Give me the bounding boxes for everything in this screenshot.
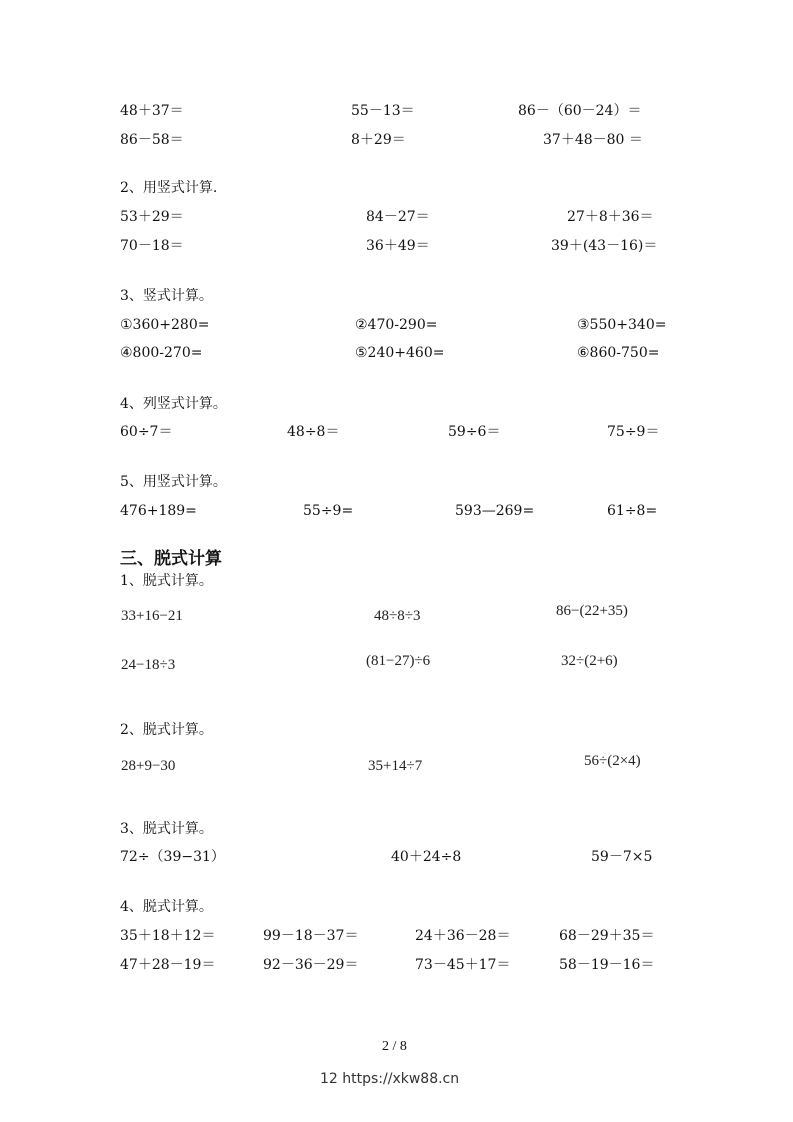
problem: 73－45＋17＝	[415, 957, 511, 973]
problem: 35＋18＋12＝	[120, 928, 216, 944]
problem: 40＋24÷8	[391, 849, 462, 865]
problem: 35+14÷7	[368, 758, 423, 774]
problem: 59÷6＝	[448, 424, 501, 440]
problem: ③550+340=	[577, 317, 667, 333]
problem: 27＋8＋36＝	[567, 209, 654, 225]
problem: 32÷(2+6)	[561, 653, 618, 669]
problem: 86－58＝	[120, 132, 184, 148]
problem: 56÷(2×4)	[584, 753, 641, 769]
problem: 68－29＋35＝	[559, 928, 655, 944]
problem: 48＋37＝	[120, 103, 184, 119]
problem: 58－19－16＝	[559, 957, 655, 973]
problem: 86－（60－24）＝	[518, 103, 642, 119]
problem: 48÷8＝	[287, 424, 340, 440]
problem: ⑤240+460=	[355, 345, 445, 361]
question-heading: 4、脱式计算。	[120, 899, 213, 915]
question-heading: 2、脱式计算。	[120, 722, 213, 738]
problem: 84－27＝	[366, 209, 430, 225]
problem: 55÷9=	[303, 503, 354, 519]
problem: 75÷9＝	[607, 424, 660, 440]
question-heading: 2、用竖式计算.	[120, 180, 218, 196]
problem: 99－18－37＝	[263, 928, 359, 944]
problem: 92－36－29＝	[263, 957, 359, 973]
page-number: 2 / 8	[382, 1039, 407, 1054]
question-heading: 3、竖式计算。	[120, 288, 213, 304]
problem: (81−27)÷6	[366, 653, 431, 669]
problem: 593—269=	[455, 503, 535, 519]
problem: 86−(22+35)	[556, 603, 628, 619]
problem: ⑥860-750=	[577, 345, 660, 361]
question-heading: 4、列竖式计算。	[120, 396, 227, 412]
footer-link[interactable]: 12 https://xkw88.cn	[320, 1071, 460, 1087]
problem: 24−18÷3	[121, 657, 176, 673]
problem: 61÷8=	[607, 503, 658, 519]
problem: 53＋29＝	[120, 209, 184, 225]
problem: 39＋(43－16)＝	[551, 238, 658, 254]
problem: 33+16−21	[121, 608, 183, 624]
problem: 37＋48－80 ＝	[543, 132, 643, 148]
problem: 28+9−30	[121, 758, 176, 774]
problem: 55－13＝	[351, 103, 415, 119]
problem: 59－7×5	[591, 849, 653, 865]
problem: ①360+280=	[120, 317, 210, 333]
problem: 48÷8÷3	[374, 608, 421, 624]
problem: 24＋36－28＝	[415, 928, 511, 944]
section-title: 三、脱式计算	[120, 549, 222, 569]
question-heading: 1、脱式计算。	[120, 573, 213, 589]
problem: 72÷（39−31）	[120, 849, 225, 865]
problem: 8＋29＝	[351, 132, 406, 148]
problem: ②470-290=	[355, 317, 438, 333]
problem: 476+189=	[120, 503, 197, 519]
problem: ④800-270=	[120, 345, 203, 361]
problem: 60÷7＝	[120, 424, 173, 440]
question-heading: 3、脱式计算。	[120, 821, 213, 837]
problem: 70－18＝	[120, 238, 184, 254]
question-heading: 5、用竖式计算。	[120, 474, 227, 490]
problem: 36＋49＝	[366, 238, 430, 254]
problem: 47＋28－19＝	[120, 957, 216, 973]
